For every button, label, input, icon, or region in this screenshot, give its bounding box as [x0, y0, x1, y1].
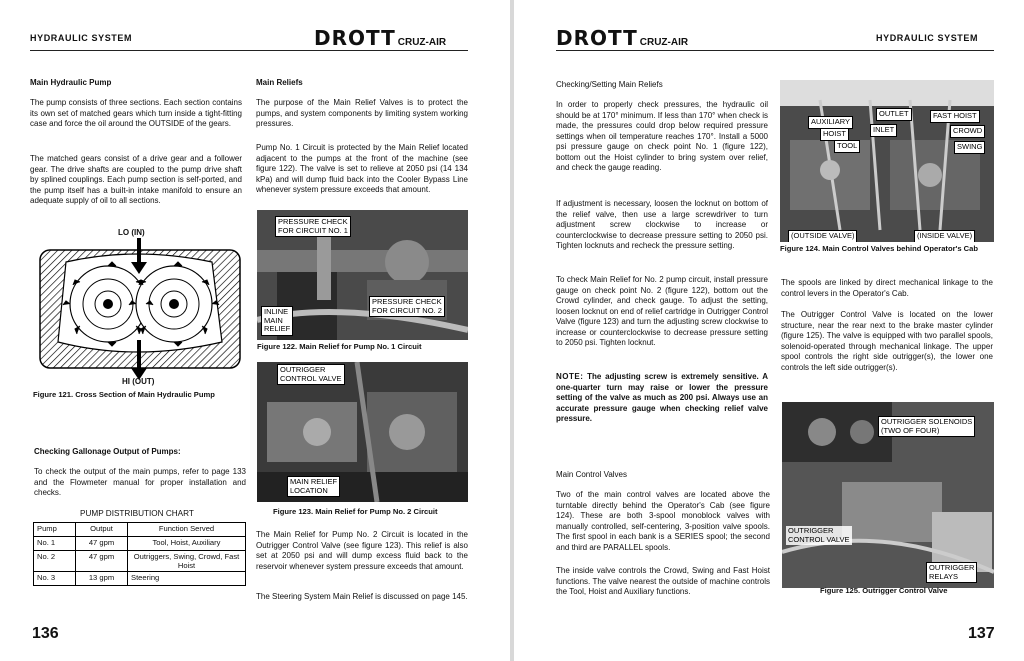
right-brand-logo: DROTT CRUZ-AIR	[556, 26, 689, 50]
fig124-label-auxiliary: AUXILIARY	[808, 116, 853, 129]
fig125-label-control-valve: OUTRIGGER CONTROL VALVE	[788, 526, 850, 544]
fig124-label-outlet: OUTLET	[876, 108, 912, 121]
note-text: The adjusting screw is extremely sensitive. A one-quarter turn may raise or lower the pressure setting of the valve as much as 200 psi. Always use an accurate pressure gauge when checking relief valve pressure.	[556, 372, 768, 423]
fig122-label-pressure-check-2: PRESSURE CHECK FOR CIRCUIT NO. 2	[369, 296, 445, 317]
table-cell: 13 gpm	[76, 572, 128, 586]
reliefs-paragraph-1: The purpose of the Main Relief Valves is to protect the pumps, and system components by limiting system working pressures.	[256, 98, 468, 128]
table-cell: 47 gpm	[76, 537, 128, 551]
checking-paragraph-3: To check Main Relief for No. 2 pump circuit, install pressure gauge on check point No. 2 (figure 122), bottom out the Crowd cylinder, and check gauge. To adjust the setting, loosen locknut on end of relief cartridge in Outrigger Control Valve (figure 123) and turn the adjusting screw clockwise to increase or counterclockwise to decrease pressure setting to 2050 psi. Tighten locknut.	[556, 275, 768, 347]
pump-cross-section-diagram	[36, 222, 242, 392]
checking-paragraph-1: In order to properly check pressures, the hydraulic oil should be at 170° minimum. If less than 170° when check is made, the pressures could drop below required pressure settings when oil temperature reaches 170°. Install a 5000 psi pressure gauge on check point No. 1 (figure 122), bottom out the Hoist cylinder to bring system over relief, and check the gauge reading.	[556, 100, 768, 172]
table-cell: Tool, Hoist, Auxiliary	[128, 537, 246, 551]
left-page-number: 136	[32, 625, 59, 642]
fig124-label-crowd: CROWD	[950, 125, 985, 138]
figure-122-caption: Figure 122. Main Relief for Pump No. 1 Circuit	[257, 342, 422, 351]
spools-paragraph-1: The spools are linked by direct mechanical linkage to the control levers in the Operator's Cab.	[781, 278, 993, 298]
control-paragraph-2: The inside valve controls the Crowd, Swing and Fast Hoist functions. The valve nearest the outside of machine controls the Tool, Hoist and Auxiliary functions.	[556, 566, 770, 596]
left-brand-logo: DROTT CRUZ-AIR	[314, 26, 447, 50]
checking-paragraph-2: If adjustment is necessary, loosen the locknut on bottom of the relief valve, then use a large screwdriver to turn adjustment screw clockwise to increase or counterclockwise to decrease pressure setting to 2050 psi. Tighten locknuts and recheck the pressure setting.	[556, 199, 768, 250]
figure-123-photo	[257, 362, 468, 502]
fig122-label-pressure-check-1: PRESSURE CHECK FOR CIRCUIT NO. 1	[275, 216, 351, 237]
figure-125-caption: Figure 125. Outrigger Control Valve	[820, 586, 948, 595]
figure-122-photo	[257, 210, 468, 340]
table-cell: No. 2	[34, 551, 76, 572]
pump-paragraph-2: The matched gears consist of a drive gear and a follower gear. The drive shafts are coupled to the pump drive shaft by splined couplings. Each pump section is self-ported, and the pump itself has a built-in intake manifold to ensure an adequate supply of oil to all sections.	[30, 154, 242, 205]
gallonage-paragraph: To check the output of the main pumps, refer to page 133 and the Flowmeter manual for proper installation and checks.	[34, 467, 246, 497]
right-page	[514, 0, 1024, 661]
left-page	[0, 0, 510, 661]
pump-distribution-table	[33, 522, 246, 586]
fig124-label-inlet: INLET	[870, 124, 897, 137]
figure-123-caption: Figure 123. Main Relief for Pump No. 2 Circuit	[273, 507, 438, 516]
pump-paragraph-1: The pump consists of three sections. Each section contains its own set of matched gears which turn inside a tight-fitting case and force the oil around the OUTSIDE of the gears.	[30, 98, 242, 128]
table-row	[34, 572, 246, 586]
fig123-label-outrigger-valve: OUTRIGGER CONTROL VALVE	[277, 364, 345, 385]
reliefs-paragraph-2: Pump No. 1 Circuit is protected by the Main Relief located adjacent to the pumps at the front of the machine (see figure 122). The valve is set to relieve at 2050 psi (14 134 kPa) and will dump fluid back into the Cooler Bypass Line whenever system pressure exceeds that amount.	[256, 143, 468, 194]
gallonage-heading: Checking Gallonage Output of Pumps:	[34, 447, 181, 456]
table-cell: No. 1	[34, 537, 76, 551]
fig124-label-inside-valve: (INSIDE VALVE)	[914, 230, 975, 242]
fig124-label-fast-hoist: FAST HOIST	[930, 110, 980, 123]
diagram-lo-in-label: LO (IN)	[118, 228, 145, 237]
note-label: NOTE:	[556, 372, 584, 381]
checking-heading: Checking/Setting Main Reliefs	[556, 80, 663, 89]
figure-124-photo	[780, 80, 994, 242]
fig124-label-outside-valve: (OUTSIDE VALVE)	[788, 230, 857, 242]
spools-paragraph-2: The Outrigger Control Valve is located on the lower structure, near the rear next to the brake master cylinder (figure 125). The valve is equipped with two parallel spools, solenoid-operated through mechanical linkage. The upper spool controls the right side outrigger(s), the lower one controls the left side outrigger(s).	[781, 310, 993, 372]
table-header-cell: Pump	[34, 523, 76, 537]
right-page-number: 137	[968, 625, 995, 642]
table-header-cell: Function Served	[128, 523, 246, 537]
reliefs-heading: Main Reliefs	[256, 78, 303, 87]
table-row	[34, 537, 246, 551]
fig125-label-relays: OUTRIGGER RELAYS	[926, 562, 977, 583]
fig124-label-tool: TOOL	[834, 140, 860, 153]
diagram-hi-out-label: HI (OUT)	[122, 377, 155, 386]
fig124-label-swing: SWING	[954, 141, 985, 154]
fig123-label-main-relief: MAIN RELIEF LOCATION	[287, 476, 340, 497]
reliefs-paragraph-3: The Main Relief for Pump No. 2 Circuit is located in the Outrigger Control Valve (see figure 123). This relief is also set at 2050 psi and will dump excess fluid back to the reservoir whenever system pressure exceeds that amount.	[256, 530, 468, 571]
fig124-label-hoist: HOIST	[820, 128, 849, 141]
left-header-title: HYDRAULIC SYSTEM	[30, 33, 133, 43]
figure-124-caption: Figure 124. Main Control Valves behind Operator's Cab	[780, 244, 979, 253]
figure-121-caption: Figure 121. Cross Section of Main Hydraulic Pump	[33, 390, 215, 399]
table-cell: Steering	[128, 572, 246, 586]
left-header-rule	[30, 50, 468, 51]
fig125-label-solenoids: OUTRIGGER SOLENOIDS (TWO OF FOUR)	[878, 416, 975, 437]
table-cell: 47 gpm	[76, 551, 128, 572]
reliefs-paragraph-4: The Steering System Main Relief is discussed on page 145.	[256, 592, 468, 601]
note-block	[556, 372, 768, 425]
table-header-cell: Output	[76, 523, 128, 537]
figure-125-photo	[782, 402, 994, 588]
pump-chart-title: PUMP DISTRIBUTION CHART	[80, 509, 194, 518]
right-header-rule	[556, 50, 994, 51]
table-row	[34, 551, 246, 572]
control-heading: Main Control Valves	[556, 470, 627, 479]
table-header-row	[34, 523, 246, 537]
fig122-label-inline-relief: INLINE MAIN RELIEF	[261, 306, 293, 336]
table-cell: Outriggers, Swing, Crowd, Fast Hoist	[128, 551, 246, 572]
control-paragraph-1: Two of the main control valves are located above the turntable directly behind the Operator's Cab (see figure 124). These are both 3-spool monoblock valves with manually controlled, self-centering, 3-position valve spools. The first spool in each bank is a SERIES spool; the second and third are PARALLEL spools.	[556, 490, 770, 552]
table-cell: No. 3	[34, 572, 76, 586]
right-header-title: HYDRAULIC SYSTEM	[876, 33, 979, 43]
pump-heading: Main Hydraulic Pump	[30, 78, 112, 87]
